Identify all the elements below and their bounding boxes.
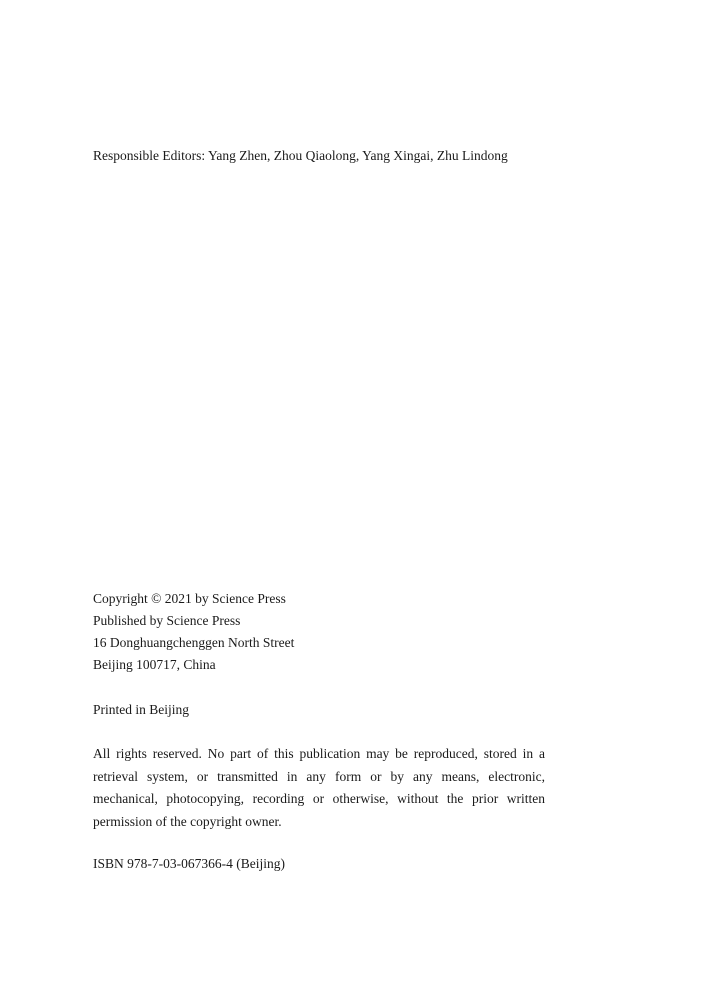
printed-in-section [93,699,189,721]
rights-reserved-section [93,743,545,833]
copyright-section [93,588,294,676]
copyright-line: Copyright © 2021 by Science Press [93,591,286,606]
rights-reserved-text: All rights reserved. No part of this publication may be reproduced, stored in a retrieval system, or transmitted in any form or by any means, electronic, mechanical, photocopying, recording or otherwise, without the prior written permission of the copyright owner. [93,746,545,829]
responsible-editors-section [93,145,508,167]
address-city-line: Beijing 100717, China [93,657,216,672]
responsible-editors-text: Responsible Editors: Yang Zhen, Zhou Qiaolong, Yang Xingai, Zhu Lindong [93,148,508,163]
isbn-section [93,853,285,875]
isbn-text: ISBN 978-7-03-067366-4 (Beijing) [93,856,285,871]
publisher-line: Published by Science Press [93,613,241,628]
printed-in-text: Printed in Beijing [93,702,189,717]
address-street-line: 16 Donghuangchenggen North Street [93,635,295,650]
